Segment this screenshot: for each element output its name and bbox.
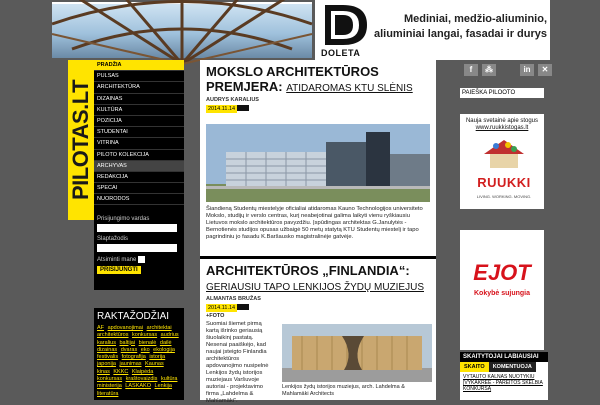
nav-item-piloto-kolekcija[interactable]: PILOTO KOLEKCIJA <box>94 150 184 161</box>
tag-link[interactable]: bienalė <box>138 339 157 346</box>
remember-label: Atsiminti mane <box>97 256 137 263</box>
search-input[interactable]: PAIEŠKA PILOOTO <box>460 88 544 98</box>
tag-link[interactable]: dizainas <box>97 346 118 353</box>
most-read-title: SKAITYTOJAI LABIAUSIAI <box>460 352 548 362</box>
tag-link[interactable]: kultūra <box>160 376 178 383</box>
password-input[interactable] <box>97 244 177 252</box>
tab-komentuoja[interactable]: KOMENTUOJA <box>489 362 536 372</box>
article-2-title[interactable] <box>200 259 436 295</box>
tag-link[interactable]: AF <box>97 325 105 331</box>
nav-item-studentai[interactable]: STUDENTAI <box>94 127 184 138</box>
main-nav <box>94 60 184 220</box>
ejot-ad[interactable] <box>460 230 544 350</box>
tag-link[interactable]: ministerija <box>97 383 122 390</box>
header-photo <box>52 2 312 58</box>
logo-label: PILOTAS.LT <box>68 79 93 201</box>
article-2-image[interactable] <box>282 324 432 382</box>
nav-item-pradzia[interactable]: PRADŽIA <box>94 60 184 71</box>
tag-link[interactable]: Lenkija <box>154 383 172 390</box>
tag-link[interactable]: istorija <box>149 354 166 361</box>
nav-item-pulsas[interactable]: PULSAS <box>94 71 184 82</box>
ruukki-ad-caption: Nauja svetainė apie stogus <box>465 118 539 124</box>
tag-link[interactable]: LASKAKO <box>125 383 151 390</box>
ejot-slogan: Kokybė sujungia <box>473 290 530 297</box>
tag-link[interactable]: kinas <box>97 368 110 375</box>
login-button[interactable]: PRISIJUNGTI <box>97 266 141 274</box>
ejot-brand: EJOT <box>473 260 531 285</box>
article-2-caption: Lenkijos žydų istorijos muziejus, arch. Lahdelma & Mahlamäki Architects <box>282 384 405 397</box>
tag-link[interactable]: konkursas <box>132 332 158 339</box>
tag-link[interactable]: konkursas <box>97 376 123 383</box>
password-label: Slaptažodis <box>97 236 129 242</box>
login-form <box>94 212 184 290</box>
ruukki-slogan: LIVING. WORKING. MOVING. <box>476 194 532 199</box>
language-flag-icon[interactable]: ✕ <box>538 64 552 76</box>
article-2-title-sub[interactable]: GERIAUSIU TAPO LENKIJOS ŽYDŲ MUZIEJUS <box>206 282 424 293</box>
roof-illustration-icon <box>482 136 526 170</box>
nav-item-archyvas[interactable]: ARCHYVAS <box>94 161 184 172</box>
article-1-text: Šiandieną Studentų miestelyje oficialiai atidaromas Kauno Technologijos universiteto Mokslo, studijų ir verslo centras, kurį neabejotinai galima laikyti vienu ryškiausiu Lietuvos mokslo architektūros pavyzdžiu. Įspūdingas architektas G.Janulytės - Bernotienės studijos opusas užbaigė 50 metų statytą KTU Studentų miestelį ir tapo pagrindiniu jo fasadu K.Baršausko magistralinėje gatvėje. <box>206 206 423 240</box>
share-icon[interactable]: ⁂ <box>482 64 496 76</box>
tag-link[interactable]: architektai <box>146 325 172 331</box>
tags-panel <box>94 308 184 400</box>
article-1 <box>200 60 436 113</box>
tab-skaito[interactable]: SKAITO <box>460 362 489 372</box>
nav-item-pozicija[interactable]: POZICIJA <box>94 116 184 127</box>
article-1-date-bar <box>237 105 249 111</box>
nav-item-dizainas[interactable]: DIZAINAS <box>94 94 184 105</box>
article-2-date-bar <box>237 304 249 310</box>
article-1-date: 2014.11.14 <box>208 106 236 112</box>
right-sidebar <box>458 60 550 400</box>
article-2-foto-link[interactable]: +FOTO <box>206 313 225 319</box>
article-2-date: 2014.11.14 <box>208 305 236 311</box>
ruukki-ad[interactable] <box>460 114 544 209</box>
remember-checkbox[interactable] <box>138 256 145 263</box>
article-2-title-main: ARCHITEKTŪROS „FINLANDIA“: <box>206 263 410 278</box>
main-content <box>200 60 436 404</box>
ruukki-ad-text <box>460 114 544 132</box>
nav-item-vitrina[interactable]: VITRINA <box>94 138 184 149</box>
article-2-author: ALMANTAS BRUŽAS <box>206 296 261 302</box>
nav-item-redakcija[interactable]: REDAKCIJA <box>94 172 184 183</box>
tag-link[interactable]: jaunimas <box>119 361 142 368</box>
article-2-text: Suomiai šiemet pirmą kartą išrinko geriausią šiuolaikinį pastatą. Nesenai paaiškėjo, kad naujai įsteigto Finlandia architektūros apdovanojimo nusipelnė Lenkijos žydų istorijos muziejaus Varšuvoje autoriai - projektavimo firma „Lahdelma & Mahlamäki“. <box>206 321 269 404</box>
tag-link[interactable]: kraštovaizdis <box>125 376 158 383</box>
logo-text <box>68 60 94 220</box>
tag-link[interactable]: baltijai <box>119 339 136 346</box>
most-read-item[interactable]: VYTAUTO KALNAS NUOTYKIU ĮVYKAKREE - PAREITOS SKELBIA KONKURSĄ <box>463 374 543 392</box>
tag-link[interactable]: architektūros <box>97 332 129 339</box>
article-2 <box>200 256 436 320</box>
ruukki-ad-link[interactable]: www.ruukkistogas.lt <box>475 125 529 131</box>
social-icons <box>464 64 552 76</box>
most-read-tabs <box>460 362 548 372</box>
tag-link[interactable]: apdovanojimai <box>107 325 144 331</box>
tag-link[interactable]: dvaras <box>120 346 138 353</box>
article-1-title-sub[interactable]: ATIDAROMAS KTU SLĖNIS <box>286 83 413 94</box>
tag-link[interactable]: audrius karalius <box>97 332 179 346</box>
tag-link[interactable]: Kaunas <box>145 361 164 368</box>
article-1-author: AUDRYS KARALIUS <box>206 97 259 103</box>
tag-link[interactable]: KKKC <box>113 368 129 375</box>
ruukki-brand: RUUKKI <box>474 174 534 194</box>
nav-item-architektura[interactable]: ARCHITEKTŪRA <box>94 82 184 93</box>
doleta-ad[interactable] <box>315 0 550 60</box>
site-header <box>0 0 600 60</box>
nav-item-specai[interactable]: SPECAI <box>94 183 184 194</box>
username-input[interactable] <box>97 224 177 232</box>
tag-link[interactable]: dailė <box>159 339 172 346</box>
doleta-ad-text: Mediniai, medžio-aliuminio, aliuminiai langai, fasadai ir durys <box>373 13 547 40</box>
nav-item-kultura[interactable]: KULTŪRA <box>94 105 184 116</box>
article-1-title-main: MOKSLO ARCHITEKTŪROS PREMJERA: <box>206 64 379 94</box>
remember-row <box>97 256 181 263</box>
linkedin-icon[interactable]: in <box>520 64 534 76</box>
tag-link[interactable]: ekologija <box>153 346 175 353</box>
tags-list <box>97 325 181 398</box>
tag-link[interactable]: fotografija <box>121 354 146 361</box>
site-logo[interactable] <box>68 60 94 220</box>
doleta-brand: DOLETA <box>321 48 361 58</box>
username-label: Prisijungimo vardas <box>97 216 150 222</box>
article-1-title[interactable] <box>200 60 436 96</box>
facebook-icon[interactable]: f <box>464 64 478 76</box>
tag-link[interactable]: eko <box>140 346 150 353</box>
nav-item-nuorodos[interactable]: NUORODOS <box>94 194 184 205</box>
tags-title: RAKTAŽODŽIAI <box>97 311 170 322</box>
tag-link[interactable]: festivalis <box>97 354 119 361</box>
article-1-image[interactable] <box>206 124 430 202</box>
tag-link[interactable]: literatūra <box>97 390 119 397</box>
most-read-widget <box>460 352 548 400</box>
tag-link[interactable]: japonija <box>97 361 116 368</box>
tag-link[interactable]: Klaipėda <box>131 368 154 375</box>
